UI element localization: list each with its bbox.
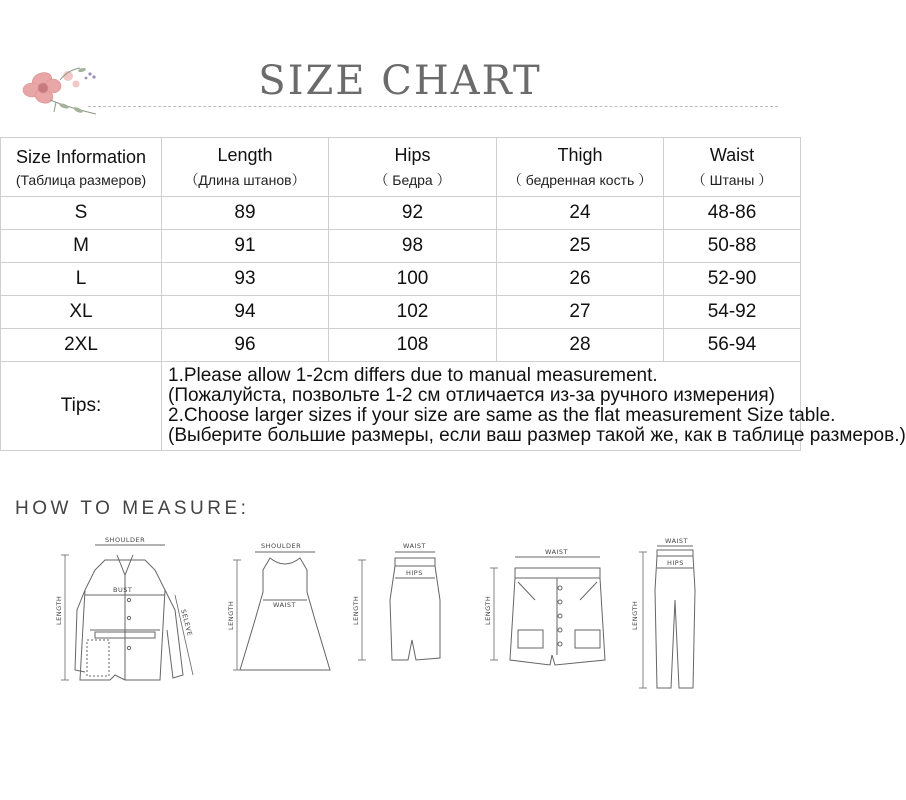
cell-length: 93 <box>162 263 329 296</box>
tip-line: (Выберите большие размеры, если ваш размер такой же, как в таблице размеров.) <box>168 425 906 446</box>
cell-size: M <box>1 230 162 263</box>
column-header-hips: Hips （ Бедра ） <box>329 138 497 197</box>
length-label: LENGTH <box>484 595 492 625</box>
cell-thigh: 28 <box>497 329 664 362</box>
cell-waist: 54-92 <box>664 296 801 329</box>
table-row <box>1 263 801 296</box>
cell-length: 91 <box>162 230 329 263</box>
length-label: LENGTH <box>631 600 639 630</box>
table-header-row <box>1 138 801 197</box>
shoulder-label: SHOULDER <box>261 542 302 550</box>
cell-waist: 52-90 <box>664 263 801 296</box>
waist-label: WAIST <box>545 548 569 556</box>
jacket-icon <box>55 530 205 695</box>
tip-line: (Пожалуйста, позвольте 1-2 см отличается из-за ручного измерения) <box>168 385 776 406</box>
hips-label: HIPS <box>406 569 423 577</box>
sleeve-label: SELEVE <box>179 608 194 638</box>
column-header-thigh: Thigh （ бедренная кость ） <box>497 138 664 197</box>
waist-label: WAIST <box>273 601 297 609</box>
title-divider <box>88 106 778 107</box>
tips-row <box>1 362 801 451</box>
pants-illustration <box>625 530 725 700</box>
how-to-measure-title: HOW TO MEASURE: <box>15 498 250 519</box>
column-header-waist: Waist （ Штаны ） <box>664 138 801 197</box>
tip-line: 2.Choose larger sizes if your size are same as the flat measurement Size table. <box>168 405 836 426</box>
cell-hips: 100 <box>329 263 497 296</box>
column-header-length: Length （Длина штанов） <box>162 138 329 197</box>
tips-label: Tips: <box>1 362 162 451</box>
table-row <box>1 329 801 362</box>
page-title: SIZE CHART <box>258 58 542 104</box>
length-label: LENGTH <box>227 600 235 630</box>
cell-thigh: 24 <box>497 197 664 230</box>
size-table <box>0 137 906 451</box>
cell-length: 96 <box>162 329 329 362</box>
skirt-illustration <box>350 530 450 685</box>
cell-thigh: 25 <box>497 230 664 263</box>
waist-label: WAIST <box>403 542 427 550</box>
waist-label: WAIST <box>665 537 689 545</box>
bust-label: BUST <box>113 586 133 594</box>
cell-waist: 56-94 <box>664 329 801 362</box>
length-label: LENGTH <box>55 595 63 625</box>
pants-icon <box>625 530 725 695</box>
column-header-size: Size Information (Таблица размеров) <box>1 138 162 197</box>
length-label: LENGTH <box>352 595 360 625</box>
cell-hips: 102 <box>329 296 497 329</box>
cell-waist: 50-88 <box>664 230 801 263</box>
cell-waist: 48-86 <box>664 197 801 230</box>
cell-size: L <box>1 263 162 296</box>
shorts-icon <box>480 530 620 680</box>
cell-hips: 108 <box>329 329 497 362</box>
cell-length: 94 <box>162 296 329 329</box>
tips-text <box>162 362 906 451</box>
cell-size: 2XL <box>1 329 162 362</box>
jacket-illustration <box>55 530 205 700</box>
table-row <box>1 296 801 329</box>
tip-line: 1.Please allow 1-2cm differs due to manual measurement. <box>168 365 658 386</box>
dress-icon <box>225 530 340 680</box>
hips-label: HIPS <box>667 559 684 567</box>
table-row <box>1 230 801 263</box>
skirt-icon <box>350 530 450 680</box>
cell-size: S <box>1 197 162 230</box>
header <box>0 0 800 120</box>
shorts-illustration <box>480 530 620 685</box>
cell-hips: 98 <box>329 230 497 263</box>
cell-thigh: 27 <box>497 296 664 329</box>
cell-length: 89 <box>162 197 329 230</box>
shoulder-label: SHOULDER <box>105 536 146 544</box>
cell-hips: 92 <box>329 197 497 230</box>
cell-thigh: 26 <box>497 263 664 296</box>
table-row <box>1 197 801 230</box>
dress-illustration <box>225 530 340 685</box>
cell-size: XL <box>1 296 162 329</box>
